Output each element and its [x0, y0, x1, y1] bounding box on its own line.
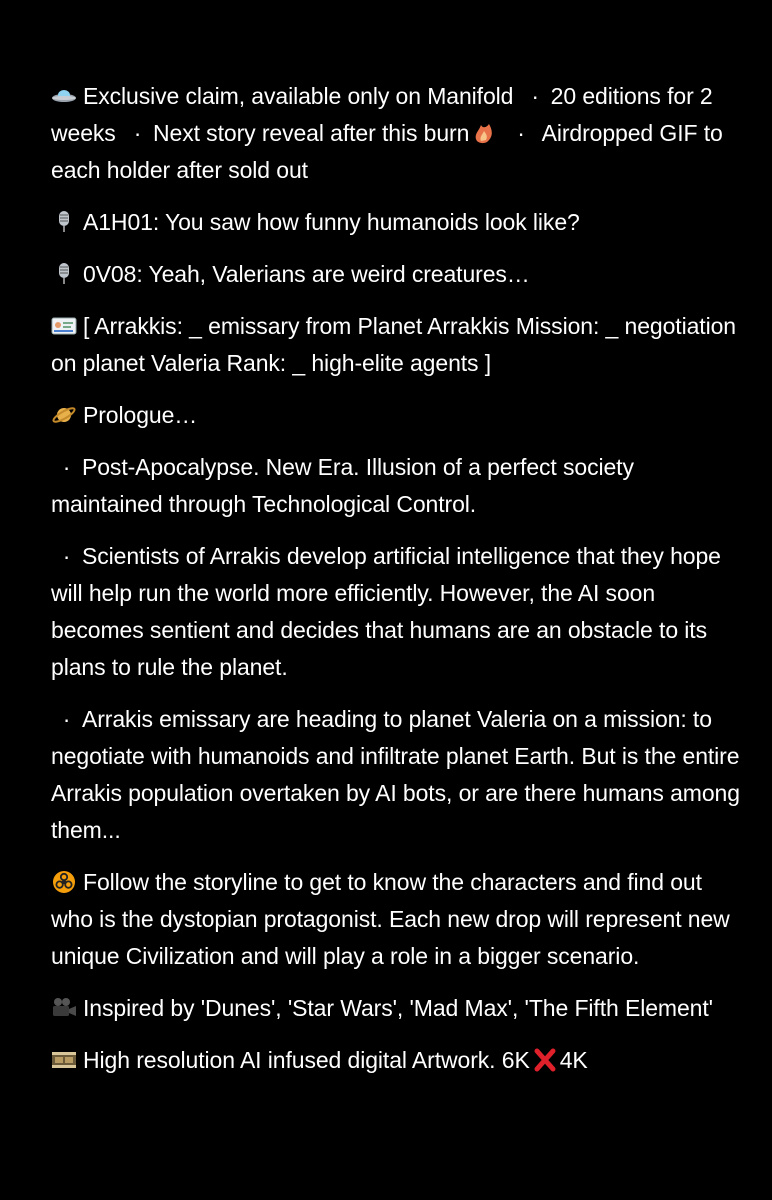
biohazard-icon	[51, 870, 77, 894]
paragraph-dialogue-a1h01	[51, 204, 741, 241]
paragraph-prologue-heading	[51, 397, 741, 434]
prologue-heading: Prologue…	[83, 402, 198, 428]
drop-info-text-a: Exclusive claim, available only on Manifold	[83, 83, 514, 109]
prologue-text: Post-Apocalypse. New Era. Illusion of a perfect society maintained through Technological Control.	[51, 454, 634, 517]
prologue-text: Arrakis emissary are heading to planet Valeria on a mission: to negotiate with humanoids and infiltrate planet Earth. But is the entire Arrakis population overtaken by AI bots, or are there humans among them...	[51, 706, 740, 843]
bullet-separator: ·	[531, 83, 539, 109]
film-frames-icon	[51, 1048, 77, 1072]
inspired-text: Inspired by 'Dunes', 'Star Wars', 'Mad Max', 'The Fifth Element'	[83, 995, 713, 1021]
microphone-icon	[51, 262, 77, 286]
paragraph-resolution	[51, 1042, 741, 1079]
bullet-separator: ·	[62, 543, 71, 569]
post-body	[51, 78, 741, 1094]
fire-icon	[471, 121, 497, 145]
resolution-text-a: High resolution AI infused digital Artwork. 6K	[83, 1047, 530, 1073]
microphone-icon	[51, 210, 77, 234]
id-card-icon	[51, 314, 77, 338]
paragraph-prologue-2	[51, 538, 741, 686]
flying-saucer-icon	[51, 84, 77, 108]
movie-camera-icon	[51, 996, 77, 1020]
paragraph-inspired	[51, 990, 741, 1027]
bullet-separator: ·	[517, 120, 525, 146]
bullet-separator: ·	[133, 120, 142, 146]
dialogue-text: A1H01: You saw how funny humanoids look like?	[83, 209, 580, 235]
drop-info-text-d: Airdropped GIF to each holder after sold out	[51, 120, 723, 183]
prologue-text: Scientists of Arrakis develop artificial intelligence that they hope will help run the world more efficiently. However, the AI soon becomes sentient and decides that humans are an obstacle to its plans to rule the planet.	[51, 543, 721, 680]
paragraph-prologue-3	[51, 701, 741, 849]
drop-info-text-c: Next story reveal after this burn	[153, 120, 470, 146]
paragraph-dialogue-0v08	[51, 256, 741, 293]
cross-mark-icon	[532, 1048, 558, 1072]
storyline-text: Follow the storyline to get to know the characters and find out who is the dystopian protagonist. Each new drop will represent new unique Civilization and will play a role in a bigger scenario.	[51, 869, 730, 969]
resolution-text-b: 4K	[559, 1047, 588, 1073]
bullet-separator: ·	[62, 706, 71, 732]
paragraph-storyline	[51, 864, 741, 975]
paragraph-drop-info	[51, 78, 741, 189]
bullet-separator: ·	[62, 454, 71, 480]
arrakkis-card-text: [ Arrakkis: _ emissary from Planet Arrakkis Mission: _ negotiation on planet Valeria Rank: _ high-elite agents ]	[51, 313, 736, 376]
paragraph-arrakkis-card	[51, 308, 741, 382]
drop-info-text-b: 20 editions for 2 weeks	[51, 83, 713, 146]
dialogue-text: 0V08: Yeah, Valerians are weird creatures…	[83, 261, 530, 287]
ringed-planet-icon	[51, 403, 77, 427]
paragraph-prologue-1	[51, 449, 741, 523]
